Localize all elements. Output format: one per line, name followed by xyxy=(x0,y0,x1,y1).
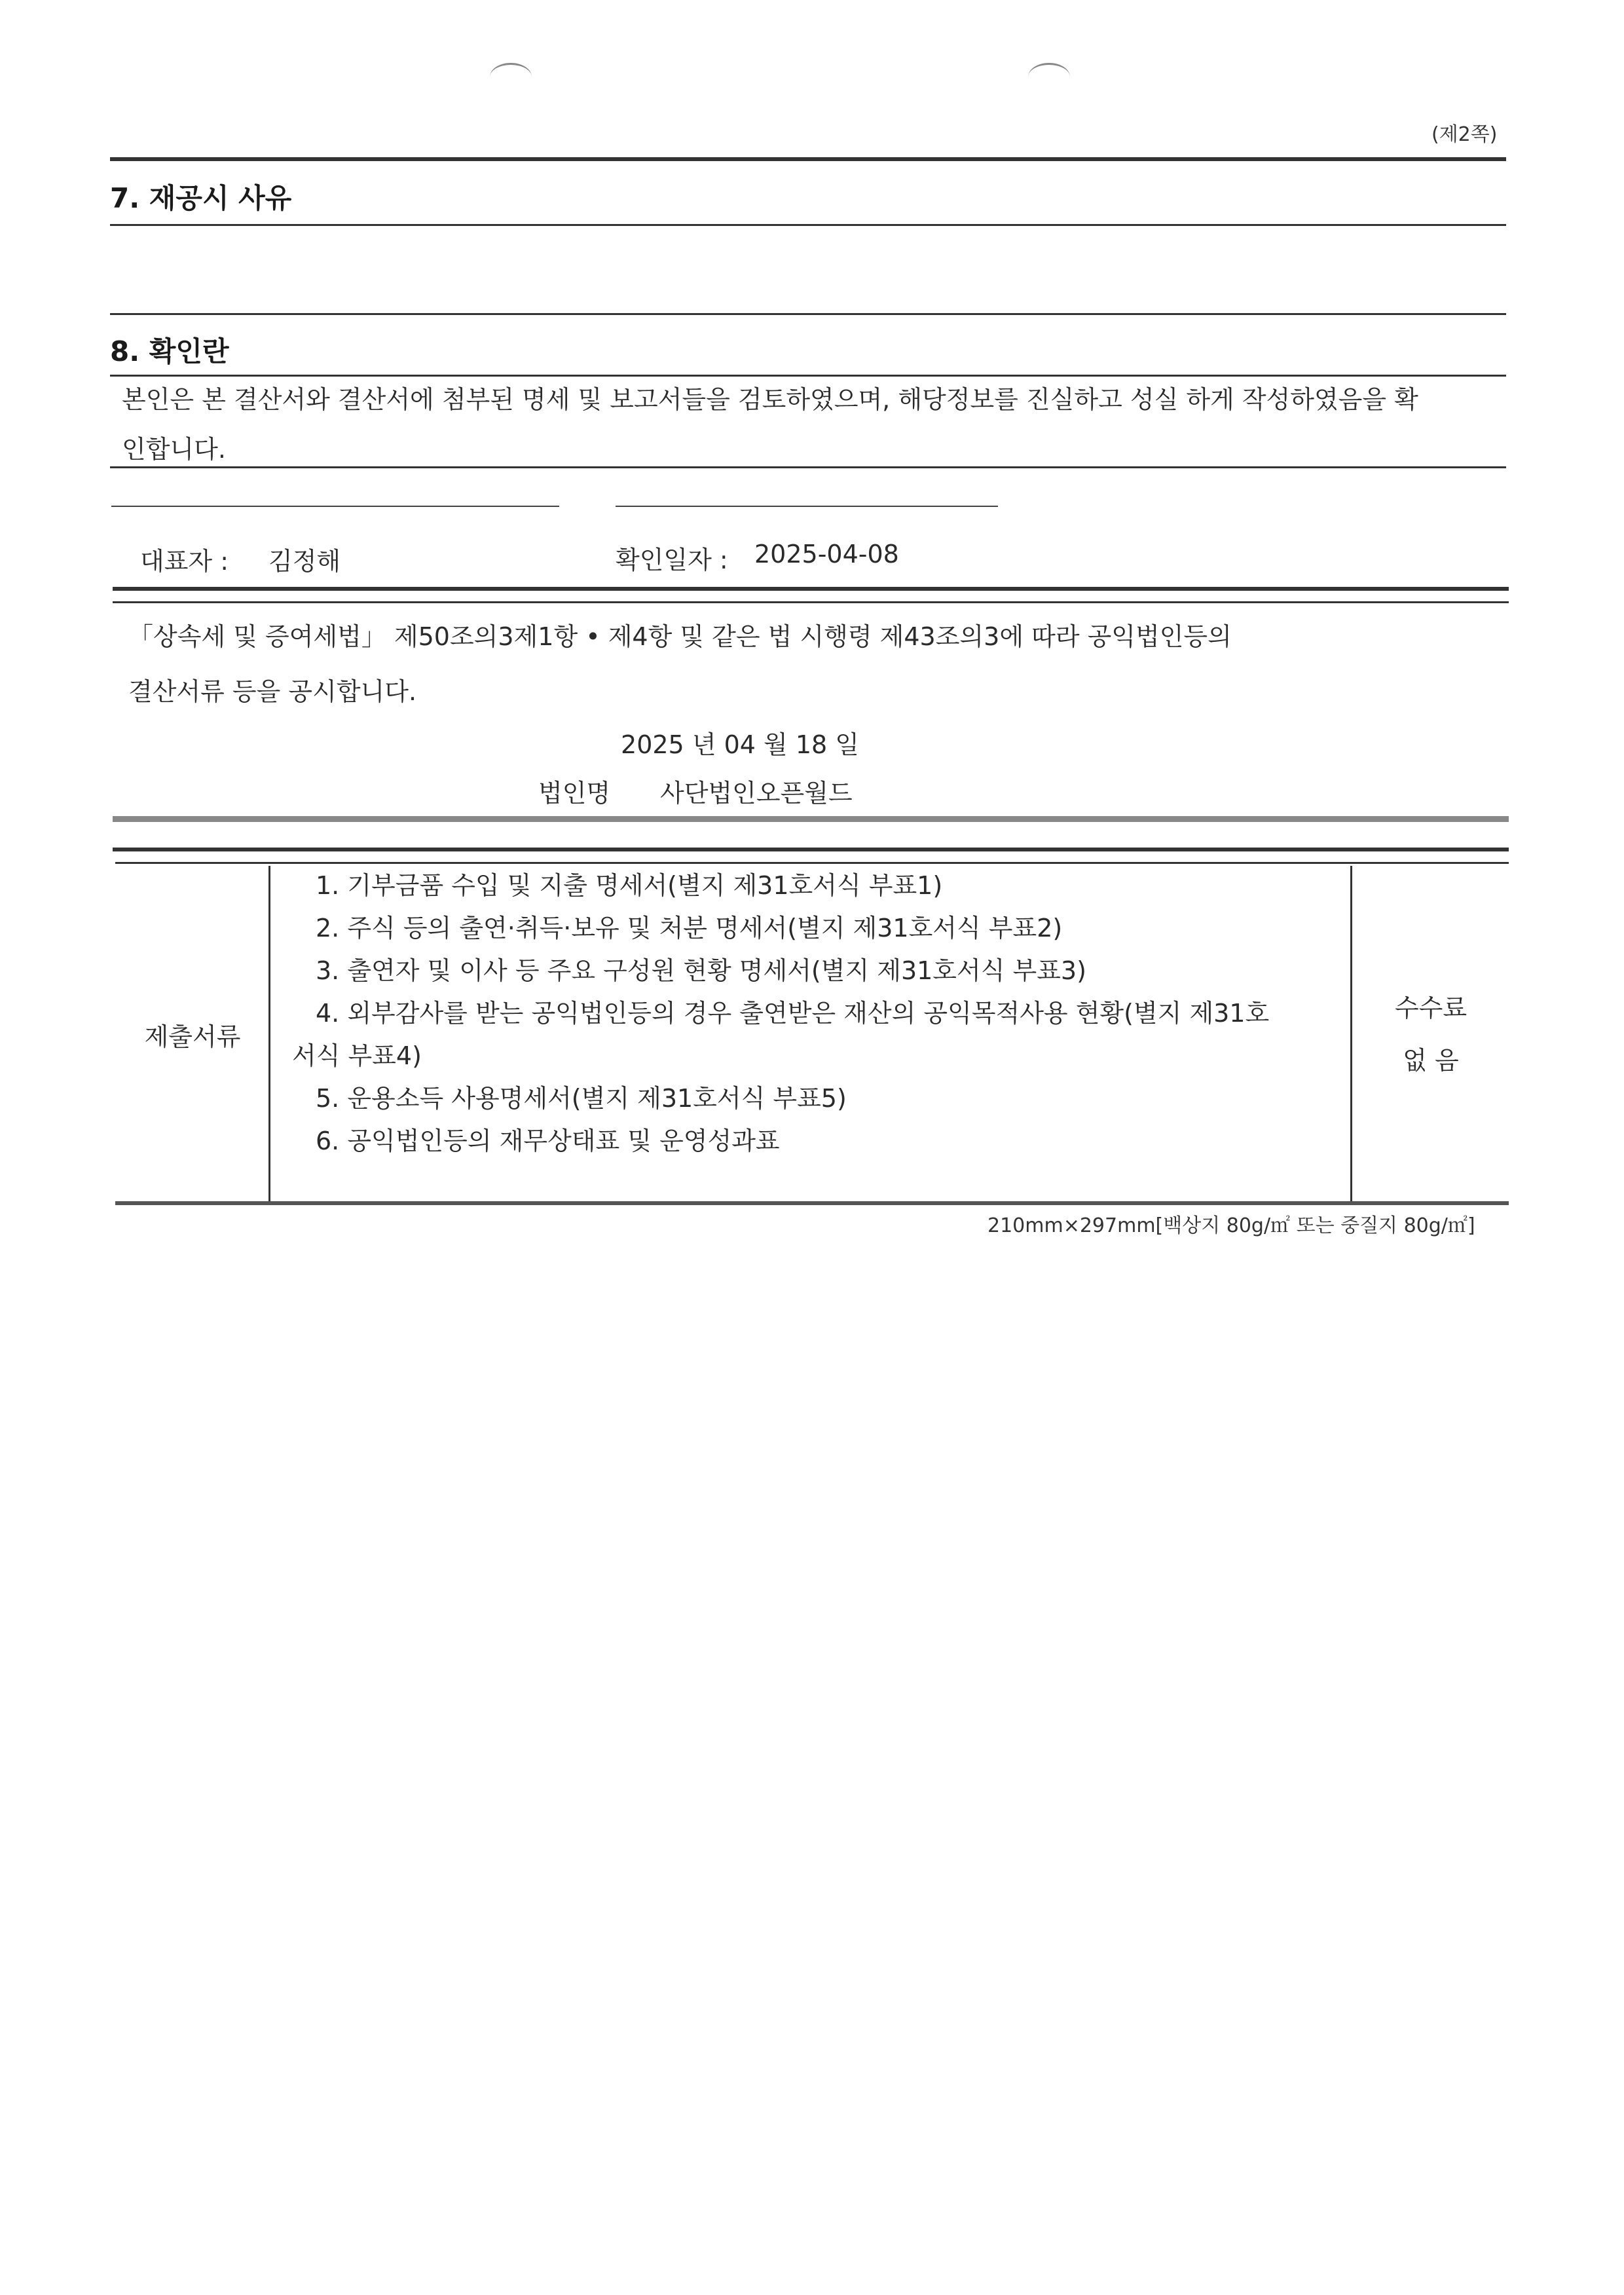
confirmation-statement-line2: 인합니다. xyxy=(122,435,226,464)
confirmation-statement xyxy=(122,375,1504,474)
signature-line-right xyxy=(616,506,998,507)
submission-documents-label: 제출서류 xyxy=(144,1022,241,1051)
table-bottom-rule xyxy=(115,1201,1509,1205)
table-divider-right xyxy=(1350,866,1352,1203)
legal-notice-line2: 결산서류 등을 공시합니다. xyxy=(128,677,417,706)
table-top-rule-1 xyxy=(113,848,1509,851)
legal-notice-line1: 「상속세 및 증여세법」 제50조의3제1항 • 제4항 및 같은 법 시행령 제43조의3에 따라 공익법인등의 xyxy=(128,622,1232,651)
corp-name: 사단법인오픈월드 xyxy=(660,779,853,808)
legal-notice xyxy=(128,609,1504,719)
list-item: 5. 운용소득 사용명세서(별지 제31호서식 부표5) xyxy=(316,1084,847,1113)
representative-name: 김정해 xyxy=(268,547,341,576)
table-divider-left xyxy=(268,866,270,1203)
punch-hole-right xyxy=(1028,63,1070,91)
fee-cell xyxy=(1353,866,1509,1203)
list-item: 4. 외부감사를 받는 공익법인등의 경우 출연받은 재산의 공익목적사용 현황(별지 제31호 xyxy=(316,999,1270,1028)
page-number: (제2쪽) xyxy=(1431,123,1498,146)
representative-label: 대표자 : xyxy=(140,547,229,576)
list-item: 6. 공익법인등의 재무상태표 및 운영성과표 xyxy=(316,1127,780,1155)
list-item-continuation: 서식 부표4) xyxy=(292,1041,422,1070)
confirm-date-label: 확인일자 : xyxy=(616,546,728,574)
fee-label: 수수료 xyxy=(1394,994,1467,1022)
notice-top-rule-1 xyxy=(113,587,1509,591)
section8-statement-rule xyxy=(110,466,1506,468)
table-top-rule-2 xyxy=(115,862,1509,864)
confirm-date: 2025-04-08 xyxy=(754,540,899,569)
paper-spec: 210mm×297mm[백상지 80g/㎡ 또는 중질지 80g/㎡] xyxy=(987,1214,1475,1237)
section7-bottom-rule xyxy=(110,313,1506,315)
fee-value: 없 음 xyxy=(1403,1046,1459,1075)
submission-documents-table xyxy=(115,866,1509,1203)
submission-documents-list xyxy=(292,865,1471,1163)
list-item: 3. 출연자 및 이사 등 주요 구성원 현황 명세서(별지 제31호서식 부표3) xyxy=(316,956,1086,985)
notice-top-rule-2 xyxy=(113,601,1509,603)
signature-line-left xyxy=(111,506,559,507)
section8-title: 8. 확인란 xyxy=(110,335,229,367)
section7-title-rule xyxy=(110,224,1506,226)
list-item: 1. 기부금품 수입 및 지출 명세서(별지 제31호서식 부표1) xyxy=(316,871,943,900)
list-item: 2. 주식 등의 출연·취득·보유 및 처분 명세서(별지 제31호서식 부표2) xyxy=(316,914,1063,942)
corp-name-label: 법인명 xyxy=(538,779,611,808)
notice-bottom-rule xyxy=(113,816,1509,822)
section7-title: 7. 재공시 사유 xyxy=(110,182,292,214)
punch-hole-left xyxy=(490,63,532,91)
notice-date: 2025 년 04 월 18 일 xyxy=(621,730,859,759)
confirmation-statement-line1: 본인은 본 결산서와 결산서에 첨부된 명세 및 보고서들을 검토하였으며, 해당정보를 진실하고 성실 하게 작성하였음을 확 xyxy=(122,385,1418,414)
section7-top-rule xyxy=(110,157,1506,161)
